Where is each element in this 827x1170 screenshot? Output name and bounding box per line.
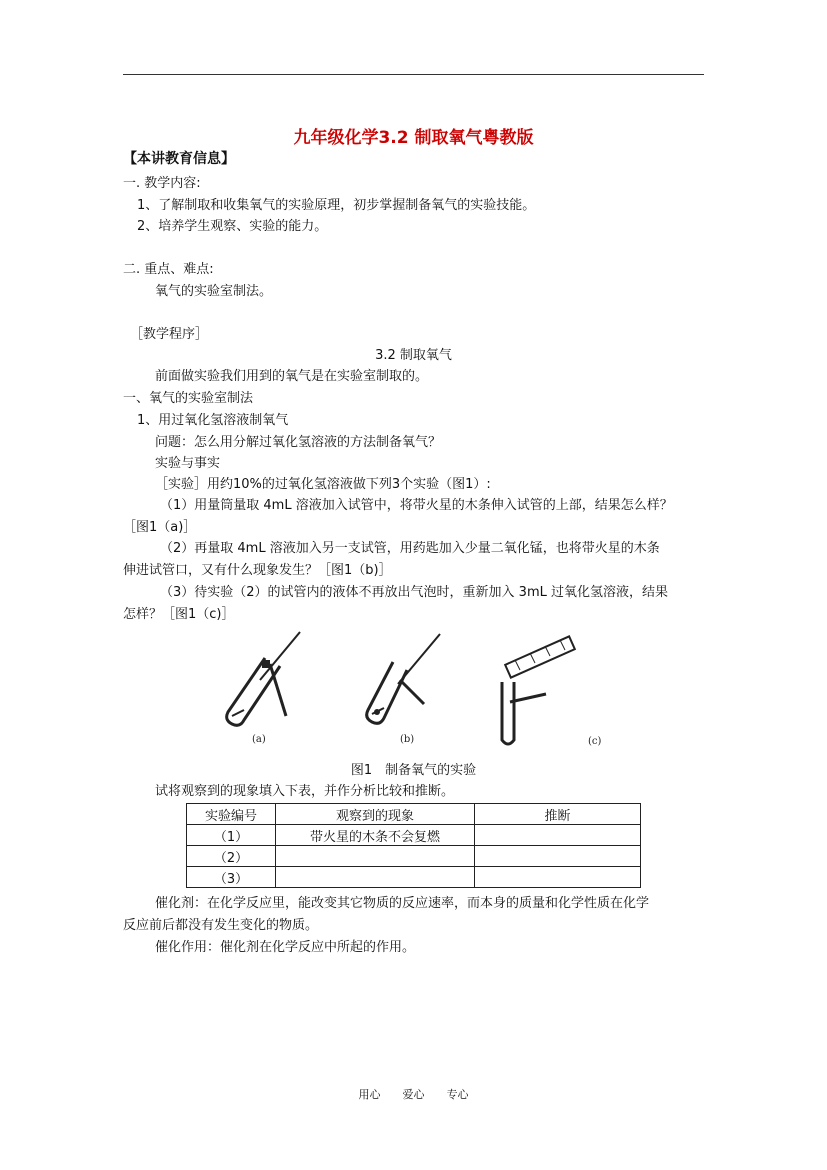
experiment-1-line-1: （1）用量筒量取 4mL 溶液加入试管中，将带火星的木条伸入试管的上部，结果怎么样？ xyxy=(160,498,673,513)
question-text: 问题：怎么用分解过氧化氢溶液的方法制备氧气？ xyxy=(155,435,442,450)
figure-label-b: (b) xyxy=(400,734,415,745)
table-cell: 带火星的木条不会复燃 xyxy=(276,825,475,846)
test-tube-c-illustration xyxy=(502,636,575,744)
test-tube-a-illustration xyxy=(227,632,300,725)
section-1-item-1: 1、了解制取和收集氧气的实验原理，初步掌握制备氧气的实验技能。 xyxy=(137,198,536,213)
column-header-inference: 推断 xyxy=(475,804,641,825)
table-cell xyxy=(475,846,641,867)
table-cell: （2） xyxy=(187,846,276,867)
table-cell xyxy=(276,846,475,867)
procedure-label: ［教学程序］ xyxy=(130,327,209,342)
table-row xyxy=(187,825,641,846)
observation-table xyxy=(186,803,641,888)
column-header-observation: 观察到的现象 xyxy=(276,804,475,825)
section-1-heading: 一. 教学内容: xyxy=(123,176,201,191)
experiment-1-line-2: ［图1（a)］ xyxy=(123,520,197,535)
catalysis-definition: 催化作用：催化剂在化学反应中所起的作用。 xyxy=(155,940,416,955)
table-cell xyxy=(475,867,641,888)
section-2-text: 氧气的实验室制法。 xyxy=(155,284,273,299)
table-cell: （1） xyxy=(187,825,276,846)
facts-label: 实验与事实 xyxy=(155,456,221,471)
page-footer: 用心 爱心 专心 xyxy=(358,1088,469,1101)
catalyst-definition-line-1: 催化剂：在化学反应里，能改变其它物质的反应速率，而本身的质量和化学性质在化学 xyxy=(155,896,650,911)
intro-text: 前面做实验我们用到的氧气是在实验室制取的。 xyxy=(155,369,429,384)
section-2-heading: 二. 重点、难点: xyxy=(123,262,214,277)
experiment-2-line-2: 伸进试管口，又有什么现象发生？［图1（b)］ xyxy=(123,563,392,578)
section-1-item-2: 2、培养学生观察、实验的能力。 xyxy=(137,219,328,234)
experiment-intro: ［实验］用约10%的过氧化氢溶液做下列3个实验（图1）: xyxy=(155,477,491,492)
experiment-2-line-1: （2）再量取 4mL 溶液加入另一支试管，用药匙加入少量二氧化锰，也将带火星的木条 xyxy=(160,541,660,556)
table-cell xyxy=(475,825,641,846)
header-rule xyxy=(123,74,704,75)
experiment-figure xyxy=(210,620,620,750)
figure-label-c: (c) xyxy=(588,736,602,747)
document-title: 九年级化学3.2 制取氧气粤教版 xyxy=(293,128,534,148)
figure-label-a: (a) xyxy=(252,734,266,745)
test-tube-b-illustration xyxy=(367,634,440,723)
table-cell xyxy=(276,867,475,888)
section-subtitle: 3.2 制取氧气 xyxy=(375,348,452,363)
catalyst-definition-line-2: 反应前后都没有发生变化的物质。 xyxy=(123,918,319,933)
table-row xyxy=(187,846,641,867)
info-header: 【本讲教育信息】 xyxy=(123,151,235,167)
table-row xyxy=(187,867,641,888)
figure-caption: 图1 制备氧气的实验 xyxy=(350,763,477,778)
table-cell: （3） xyxy=(187,867,276,888)
table-header-row xyxy=(187,804,641,825)
experiment-3-line-1: （3）待实验（2）的试管内的液体不再放出气泡时，重新加入 3mL 过氧化氢溶液，结果 xyxy=(160,585,668,600)
experiment-3-line-2: 怎样？［图1（c)］ xyxy=(123,607,235,622)
column-header-id: 实验编号 xyxy=(187,804,276,825)
lab-method-heading: 一、氧气的实验室制法 xyxy=(123,391,254,406)
method-1-heading: 1、用过氧化氢溶液制氧气 xyxy=(137,413,289,428)
table-prompt: 试将观察到的现象填入下表，并作分析比较和推断。 xyxy=(155,784,455,799)
